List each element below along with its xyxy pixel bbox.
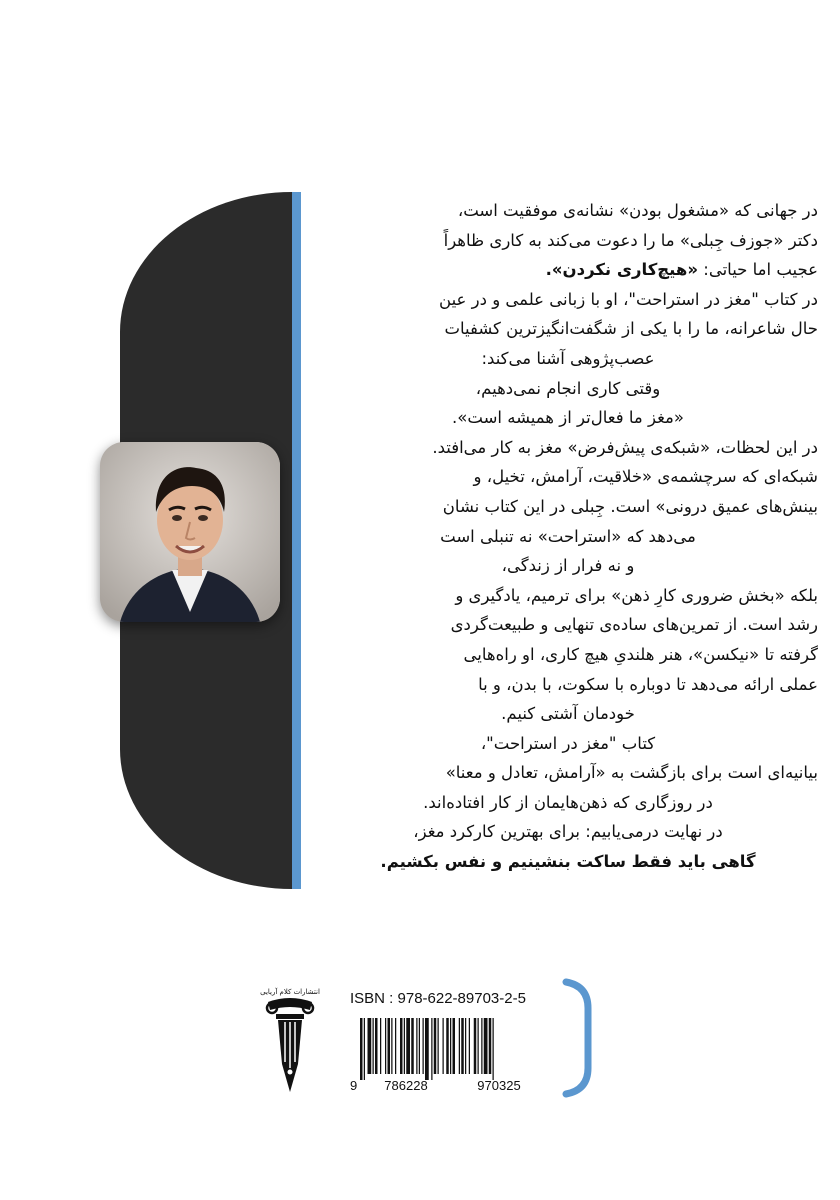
barcode-bar <box>484 1018 488 1074</box>
barcode-bar <box>375 1018 378 1074</box>
barcode-bar <box>481 1018 482 1074</box>
barcode-bar <box>423 1018 424 1074</box>
blurb-line-text: وقتی کاری انجام نمی‌دهیم، <box>475 378 661 398</box>
blurb-line <box>318 433 818 463</box>
blurb-line <box>318 670 818 700</box>
barcode-bar <box>478 1018 479 1074</box>
barcode-digit-group-1: 786228 <box>384 1078 428 1092</box>
blurb-line <box>318 581 818 611</box>
barcode-bar <box>431 1018 432 1080</box>
barcode-bar <box>474 1018 477 1074</box>
barcode-bar <box>469 1018 470 1074</box>
barcode-bar <box>493 1018 494 1080</box>
barcode-bar <box>419 1018 420 1074</box>
blurb-line-text: دکتر «جوزف جِبلی» ما را دعوت می‌کند به کاری ظاهراً <box>443 230 818 250</box>
barcode-bar <box>453 1018 456 1074</box>
blurb-line <box>318 344 818 374</box>
blurb-line-text: در کتاب "مغز در استراحت"، او با زبانی علمی و در عین <box>439 289 818 309</box>
barcode-bar <box>388 1018 391 1074</box>
blurb-line <box>318 314 818 344</box>
barcode-bar <box>443 1018 444 1074</box>
blurb-line <box>318 699 818 729</box>
blurb-line <box>318 640 818 670</box>
blurb-line <box>318 374 818 404</box>
barcode-bar <box>416 1018 417 1074</box>
pen-nib-column-icon <box>258 984 322 1096</box>
barcode-bar <box>360 1018 363 1080</box>
blurb-line-text: بینش‌های عمیق درونی» است. جِبلی در این کتاب نشان <box>442 496 818 516</box>
blurb-line <box>318 847 818 877</box>
blurb-line <box>318 758 818 788</box>
blurb-line <box>318 817 818 847</box>
blurb-line-text: در جهانی که «مشغول بودن» نشانه‌ی موفقیت است، <box>457 201 818 220</box>
author-photo <box>100 442 280 622</box>
blurb-line-text: گرفته تا «نیکسن»، هنر هلندیِ هیچ کاری، او راه‌هایی <box>463 644 818 664</box>
barcode-bar <box>459 1018 460 1074</box>
blurb-line <box>318 255 818 285</box>
barcode-bar <box>438 1018 439 1074</box>
blurb-line-text: شبکه‌ای که سرچشمه‌ی «خلاقیت، آرامش، تخیل، و <box>473 467 818 487</box>
barcode-bar <box>425 1018 429 1080</box>
blurb-line-text: عجیب اما حیاتی: <box>703 260 818 280</box>
blurb-line <box>318 729 818 759</box>
barcode-bar <box>461 1018 464 1074</box>
blurb-line-text: و نه فرار از زندگی، <box>501 556 635 576</box>
blurb-line-text: عصب‌پژوهی آشنا می‌کند: <box>481 348 655 368</box>
blurb-line <box>318 551 818 581</box>
barcode-bar <box>364 1018 365 1080</box>
barcode-bar <box>385 1018 386 1074</box>
blurb-line <box>318 522 818 552</box>
isbn-label: ISBN : 978-622-89703-2-5 <box>350 990 526 1007</box>
blurb-line <box>318 285 818 315</box>
blurb-line <box>318 403 818 433</box>
barcode-bar <box>434 1018 437 1074</box>
blurb-line <box>318 226 818 256</box>
barcode-bar <box>404 1018 405 1074</box>
barcode-bar <box>446 1018 449 1074</box>
blurb-line-text: در نهایت درمی‌یابیم: برای بهترین کارکرد مغز، <box>413 822 723 842</box>
isbn-barcode <box>344 1016 554 1092</box>
barcode-bar <box>400 1018 403 1074</box>
blurb-line-text: گاهی باید فقط ساکت بنشینیم و نفس بکشیم. <box>380 852 756 872</box>
blurb-line <box>318 788 818 818</box>
blurb-line-text: عملی ارائه می‌دهد تا دوباره با سکوت، با بدن، و با <box>478 674 818 694</box>
blurb-line-text: می‌دهد که «استراحت» نه تنبلی است <box>440 526 696 546</box>
blurb-line <box>318 462 818 492</box>
barcode-bar <box>395 1018 396 1074</box>
blue-bracket-decoration <box>562 978 592 1098</box>
barcode-bar <box>465 1018 466 1074</box>
barcode-bar <box>368 1018 372 1074</box>
blurb-line-text: خودمان آشتی کنیم. <box>501 704 635 724</box>
back-cover-blurb <box>318 196 818 886</box>
barcode-bar <box>406 1018 410 1074</box>
blurb-line <box>318 492 818 522</box>
blurb-line-text: بیانیه‌ای است برای بازگشت به «آرامش، تعادل و معنا» <box>445 763 818 783</box>
blurb-line-text: کتاب "مغز در استراحت"، <box>480 733 656 753</box>
blue-accent-bar <box>292 192 301 889</box>
barcode-bar <box>391 1018 392 1074</box>
blurb-bold-phrase: «هیچ‌کاری نکردن». <box>545 260 699 280</box>
barcode-bar <box>450 1018 451 1074</box>
blurb-line <box>318 610 818 640</box>
blurb-line-text: در این لحظات، «شبکه‌ی پیش‌فرض» مغز به کار می‌افتد. <box>432 437 818 457</box>
barcode-digit-lead: 9 <box>350 1078 358 1092</box>
blurb-line-text: حال شاعرانه، ما را با یکی از شگفت‌انگیزترین کشفیات <box>444 319 818 339</box>
barcode-bar <box>489 1018 492 1074</box>
blurb-line-text: در روزگاری که ذهن‌هایمان از کار افتاده‌اند. <box>423 792 713 812</box>
barcode-bar <box>380 1018 381 1074</box>
barcode-bar <box>373 1018 374 1074</box>
blurb-line-text: بلکه «بخش ضروری کارِ ذهن» برای ترمیم، یادگیری و <box>455 585 818 605</box>
blurb-line-text: رشد است. از تمرین‌های ساده‌ی تنهایی و طبیعت‌گردی <box>450 615 818 635</box>
publisher-logo-text: انتشارات کلام آریایی <box>260 988 320 996</box>
barcode-bar <box>411 1018 414 1074</box>
blurb-line-text: «مغز ما فعال‌تر از همیشه است». <box>452 408 684 428</box>
barcode-digit-group-2: 970325 <box>477 1078 521 1092</box>
blurb-line <box>318 196 818 226</box>
